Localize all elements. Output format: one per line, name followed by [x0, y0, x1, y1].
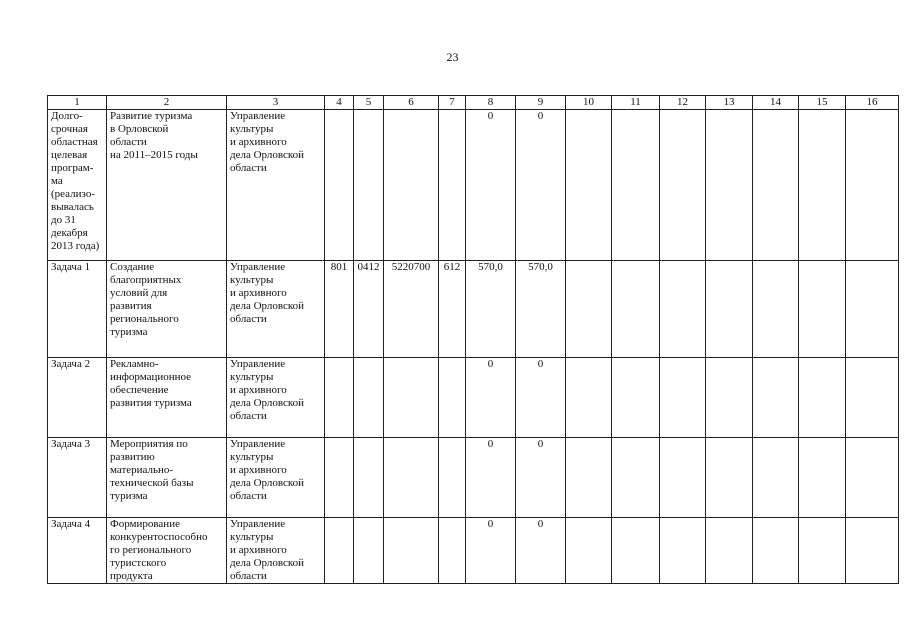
- cell: [753, 438, 799, 518]
- cell: 0: [516, 518, 566, 584]
- cell: [799, 261, 846, 358]
- title-cell: Создание благоприятных условий для развития регионального туризма: [107, 261, 227, 358]
- executor-cell: Управление культуры и архивного дела Орловской области: [227, 518, 325, 584]
- cell: [799, 438, 846, 518]
- cell: 0: [466, 110, 516, 261]
- cell: [566, 518, 612, 584]
- col-header: 3: [227, 96, 325, 110]
- cell: [706, 358, 753, 438]
- cell: [566, 261, 612, 358]
- table-row: [48, 438, 899, 518]
- col-header: 5: [354, 96, 384, 110]
- cell: [846, 110, 899, 261]
- budget-table: [47, 95, 899, 584]
- cell: [660, 438, 706, 518]
- table-row: [48, 358, 899, 438]
- cell: [753, 261, 799, 358]
- cell: 612: [439, 261, 466, 358]
- cell: [660, 358, 706, 438]
- cell: [660, 110, 706, 261]
- cell: [753, 518, 799, 584]
- cell: [354, 358, 384, 438]
- cell: [325, 110, 354, 261]
- cell: [566, 358, 612, 438]
- cell: 0: [466, 518, 516, 584]
- cell: 0: [516, 358, 566, 438]
- cell: 0: [466, 438, 516, 518]
- cell: [566, 110, 612, 261]
- col-header: 13: [706, 96, 753, 110]
- cell: 801: [325, 261, 354, 358]
- header-row: [48, 96, 899, 110]
- cell: [384, 518, 439, 584]
- col-header: 11: [612, 96, 660, 110]
- title-cell: Формирование конкурентоспособно го регионального туристского продукта: [107, 518, 227, 584]
- cell: [753, 110, 799, 261]
- task-label-cell: Задача 4: [48, 518, 107, 584]
- col-header: 16: [846, 96, 899, 110]
- cell: [660, 261, 706, 358]
- task-label-cell: Задача 3: [48, 438, 107, 518]
- cell: 0: [466, 358, 516, 438]
- cell: [799, 358, 846, 438]
- cell: [660, 518, 706, 584]
- cell: [325, 358, 354, 438]
- cell: [846, 358, 899, 438]
- cell: 570,0: [516, 261, 566, 358]
- title-cell: Развитие туризма в Орловской области на 2011–2015 годы: [107, 110, 227, 261]
- cell: [439, 110, 466, 261]
- table-row: [48, 518, 899, 584]
- cell: [325, 518, 354, 584]
- cell: [384, 110, 439, 261]
- cell: [325, 438, 354, 518]
- cell: [846, 438, 899, 518]
- table-row: [48, 261, 899, 358]
- cell: 0412: [354, 261, 384, 358]
- title-cell: Рекламно- информационное обеспечение развития туризма: [107, 358, 227, 438]
- col-header: 8: [466, 96, 516, 110]
- title-cell: Мероприятия по развитию материально- технической базы туризма: [107, 438, 227, 518]
- col-header: 10: [566, 96, 612, 110]
- cell: [846, 261, 899, 358]
- col-header: 14: [753, 96, 799, 110]
- cell: [384, 358, 439, 438]
- cell: [706, 261, 753, 358]
- cell: [612, 518, 660, 584]
- cell: [846, 518, 899, 584]
- cell: [354, 518, 384, 584]
- cell: 570,0: [466, 261, 516, 358]
- program-name-cell: Долго- срочная областная целевая програм- ма (реализо- вывалась до 31 декабря 2013 года): [48, 110, 107, 261]
- cell: [706, 518, 753, 584]
- col-header: 7: [439, 96, 466, 110]
- cell: [439, 438, 466, 518]
- col-header: 12: [660, 96, 706, 110]
- col-header: 9: [516, 96, 566, 110]
- cell: [706, 110, 753, 261]
- cell: [612, 261, 660, 358]
- cell: [612, 110, 660, 261]
- cell: [439, 358, 466, 438]
- cell: [354, 438, 384, 518]
- col-header: 15: [799, 96, 846, 110]
- table-row: [48, 110, 899, 261]
- cell: [439, 518, 466, 584]
- cell: [799, 518, 846, 584]
- col-header: 2: [107, 96, 227, 110]
- cell: [384, 438, 439, 518]
- col-header: 1: [48, 96, 107, 110]
- executor-cell: Управление культуры и архивного дела Орловской области: [227, 358, 325, 438]
- cell: 5220700: [384, 261, 439, 358]
- cell: [612, 438, 660, 518]
- executor-cell: Управление культуры и архивного дела Орловской области: [227, 438, 325, 518]
- cell: [706, 438, 753, 518]
- cell: 0: [516, 110, 566, 261]
- executor-cell: Управление культуры и архивного дела Орловской области: [227, 110, 325, 261]
- cell: [354, 110, 384, 261]
- cell: 0: [516, 438, 566, 518]
- col-header: 6: [384, 96, 439, 110]
- page-number: 23: [446, 50, 459, 64]
- executor-cell: Управление культуры и архивного дела Орловской области: [227, 261, 325, 358]
- cell: [566, 438, 612, 518]
- cell: [753, 358, 799, 438]
- cell: [612, 358, 660, 438]
- cell: [799, 110, 846, 261]
- col-header: 4: [325, 96, 354, 110]
- task-label-cell: Задача 2: [48, 358, 107, 438]
- task-label-cell: Задача 1: [48, 261, 107, 358]
